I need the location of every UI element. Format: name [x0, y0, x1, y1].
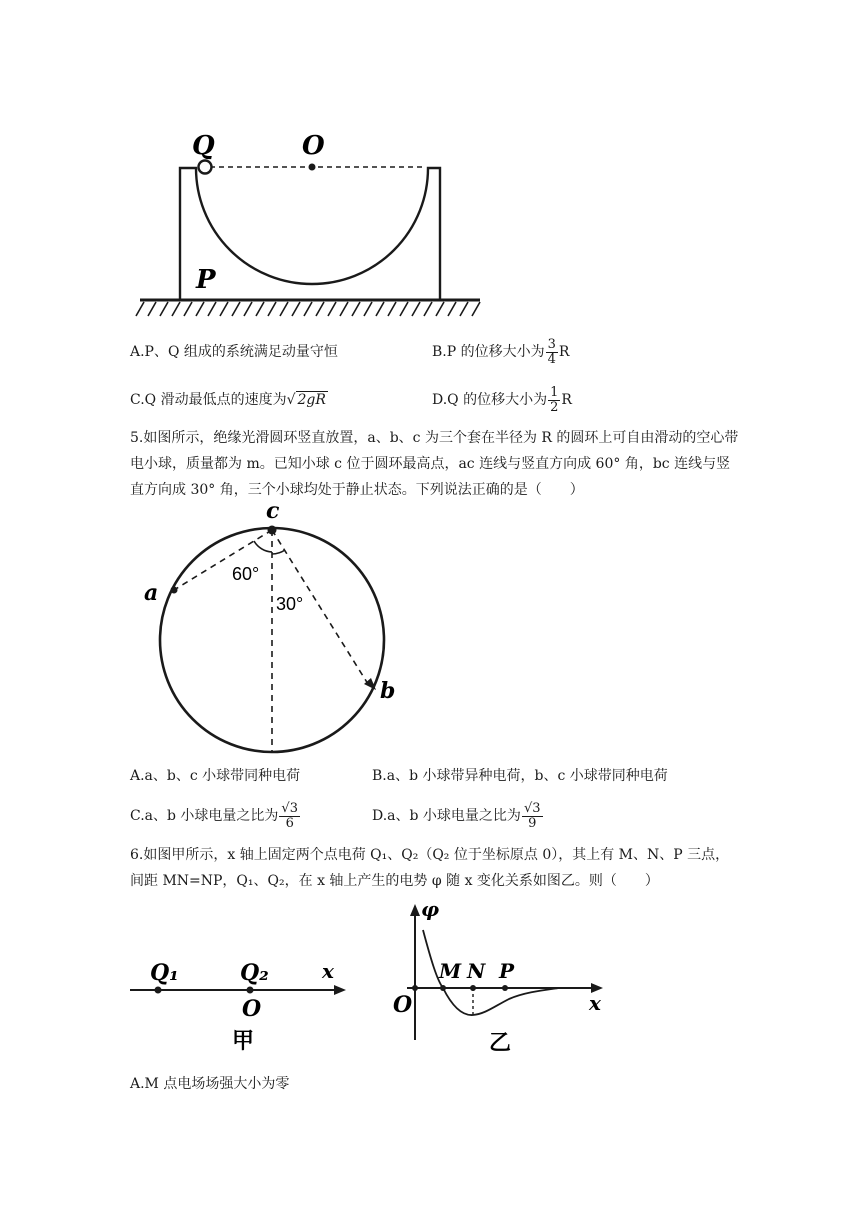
charge-q2 [247, 987, 254, 994]
q4-option-b: B.P 的位移大小为 $\frac{3}{4}$ R [432, 336, 570, 367]
frac-3-4: $\frac{3}{4}$ [547, 336, 556, 367]
frac-sqrt3-9: $\frac{√3}{9}$ [523, 800, 541, 831]
center-o [309, 164, 316, 171]
point-o [412, 985, 418, 991]
ball-q [199, 161, 212, 174]
figure-jia [130, 940, 360, 1060]
q4-option-a: A.P、Q 组成的系统满足动量守恒 [130, 344, 338, 360]
q4-option-d: D.Q 的位移大小为 $\frac{1}{2}$ R [432, 384, 572, 415]
point-p [502, 985, 508, 991]
label-jia: 甲 [232, 1028, 255, 1054]
point-m [440, 985, 446, 991]
q4-option-c: C.Q 滑动最低点的速度为√ 2gR [130, 392, 326, 408]
q6-stem: 6.如图甲所示，x 轴上固定两个点电荷 Q₁、Q₂（Q₂ 位于坐标原点 0），其上有 M、N、P 三点，间距 MN=NP，Q₁、Q₂，在 x 轴上产生的电势 φ 随 x 变化关系如图乙。则（ ） [130, 847, 730, 889]
label-p-yi: P [499, 959, 515, 983]
label-q: Q [192, 131, 215, 161]
label-a: a [144, 580, 159, 606]
label-m: M [439, 959, 462, 983]
label-n: N [467, 959, 486, 983]
q5-option-c: C.a、b 小球电量之比为 $\frac{√3}{6}$ [130, 800, 298, 831]
label-q2: Q₂ [240, 960, 269, 986]
ball-c [268, 526, 277, 535]
label-30: 30° [276, 594, 304, 614]
frac-sqrt3-6: $\frac{√3}{6}$ [281, 800, 298, 831]
x-arrow-jia [334, 985, 346, 995]
label-yi: 乙 [489, 1030, 512, 1056]
point-n [470, 985, 476, 991]
label-60: 60° [232, 564, 260, 584]
q5-option-d: D.a、b 小球电量之比为 $\frac{√3}{9}$ [372, 800, 541, 831]
frac-1-2: $\frac{1}{2}$ [550, 384, 559, 415]
ball-a [171, 587, 178, 594]
ground-hatch [136, 302, 480, 316]
label-p: P [196, 265, 216, 295]
q5-stem: 5.如图所示，绝缘光滑圆环竖直放置，a、b、c 为三个套在半径为 R 的圆环上可自由滑动的空心带电小球，质量都为 m。已知小球 c 位于圆环最高点，ac 连线与竖直方向成 60° 角，bc 连线与竖直方向成 30° 角，三个小球均处于静止状态。下列说法正确的是（ ） [130, 430, 739, 498]
angle-arc-30 [272, 550, 285, 554]
q5-option-b: B.a、b 小球带异种电荷，b、c 小球带同种电荷 [372, 768, 668, 784]
label-q1: Q₁ [150, 960, 179, 986]
label-o-jia: O [242, 996, 262, 1022]
label-o-yi: O [393, 992, 413, 1018]
label-c: c [266, 498, 280, 524]
angle-arc-60 [254, 541, 272, 552]
figure-ring [130, 498, 420, 760]
label-o: O [302, 131, 325, 161]
phi-arrow [410, 904, 420, 916]
label-x-jia: x [322, 959, 334, 983]
label-x-yi: x [589, 991, 601, 1015]
figure-yi [385, 900, 615, 1060]
bowl-outline [180, 168, 440, 300]
charge-q1 [155, 987, 162, 994]
figure-bowl [130, 120, 490, 325]
q5-option-a: A.a、b、c 小球带同种电荷 [130, 768, 301, 784]
q6-option-a: A.M 点电场场强大小为零 [130, 1076, 290, 1092]
label-phi: φ [421, 900, 440, 921]
label-b: b [380, 678, 396, 704]
